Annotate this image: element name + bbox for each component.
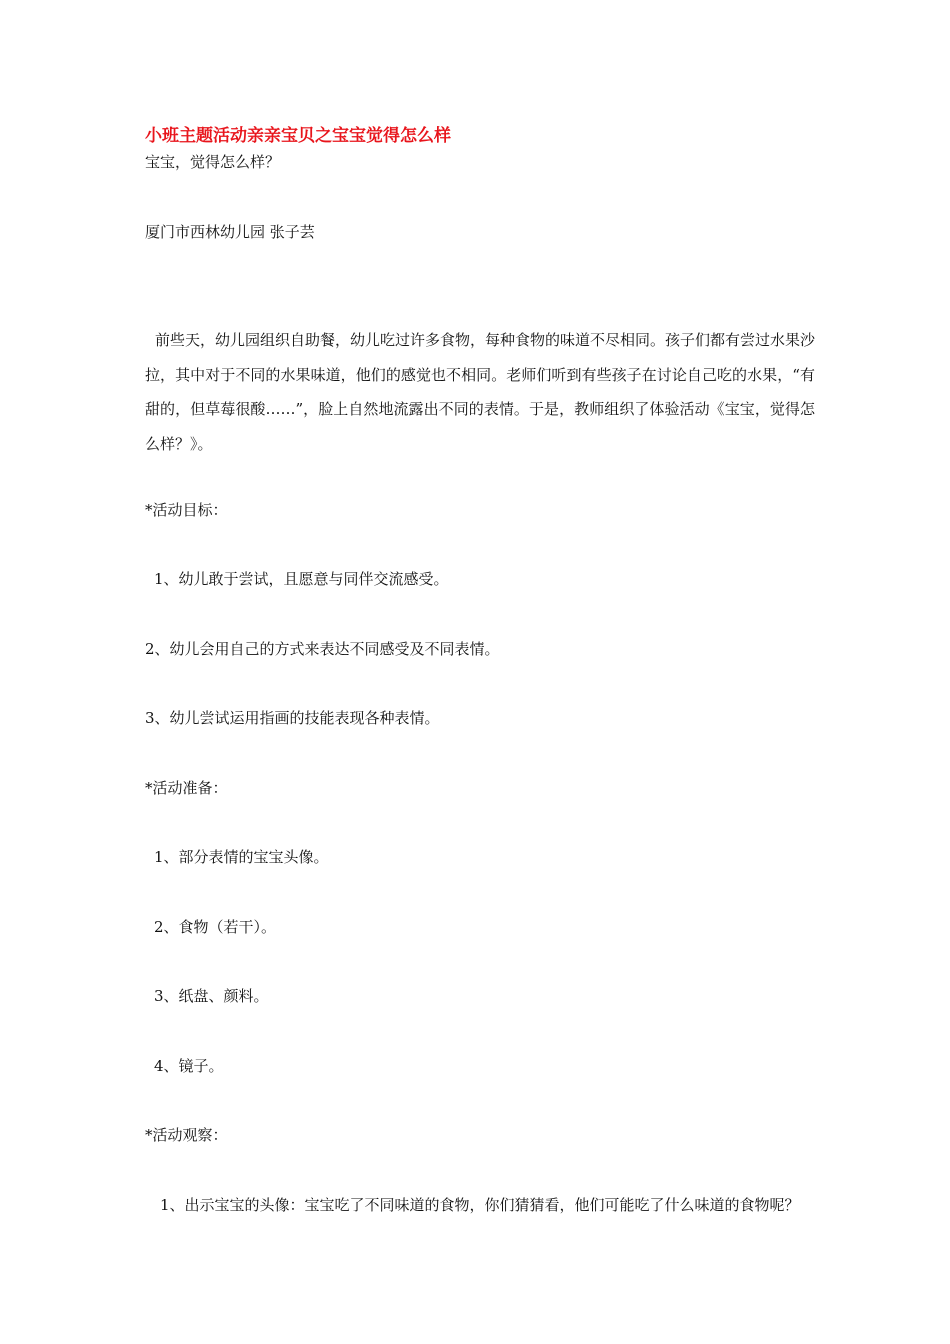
document-subtitle: 宝宝，觉得怎么样？ bbox=[145, 153, 281, 171]
goals-heading: *活动目标： bbox=[145, 501, 228, 519]
preparation-heading: *活动准备： bbox=[145, 779, 228, 797]
goal-item-3: 3、幼儿尝试运用指画的技能表现各种表情。 bbox=[145, 709, 440, 727]
preparation-item-3: 3、纸盘、颜料。 bbox=[154, 987, 269, 1005]
goal-item-2: 2、幼儿会用自己的方式来表达不同感受及不同表情。 bbox=[145, 640, 500, 658]
preparation-item-2: 2、食物（若干）。 bbox=[154, 918, 277, 936]
document-author: 厦门市西林幼儿园 张子芸 bbox=[145, 223, 315, 241]
observation-heading: *活动观察： bbox=[145, 1126, 228, 1144]
observation-item-1: 1、出示宝宝的头像：宝宝吃了不同味道的食物，你们猜猜看，他们可能吃了什么味道的食物呢？ bbox=[160, 1196, 800, 1214]
goal-item-1: 1、幼儿敢于尝试，且愿意与同伴交流感受。 bbox=[154, 570, 449, 588]
preparation-item-4: 4、镜子。 bbox=[154, 1057, 224, 1075]
intro-paragraph: 前些天，幼儿园组织自助餐，幼儿吃过许多食物，每种食物的味道不尽相同。孩子们都有尝过水果沙拉，其中对于不同的水果味道，他们的感觉也不相同。老师们听到有些孩子在讨论自己吃的水果，“有甜的，但草莓很酸……”，脸上自然地流露出不同的表情。于是，教师组织了体验活动《宝宝，觉得怎么样？》。 bbox=[145, 331, 816, 453]
document-title: 小班主题活动亲亲宝贝之宝宝觉得怎么样 bbox=[145, 126, 451, 146]
preparation-item-1: 1、部分表情的宝宝头像。 bbox=[154, 848, 329, 866]
